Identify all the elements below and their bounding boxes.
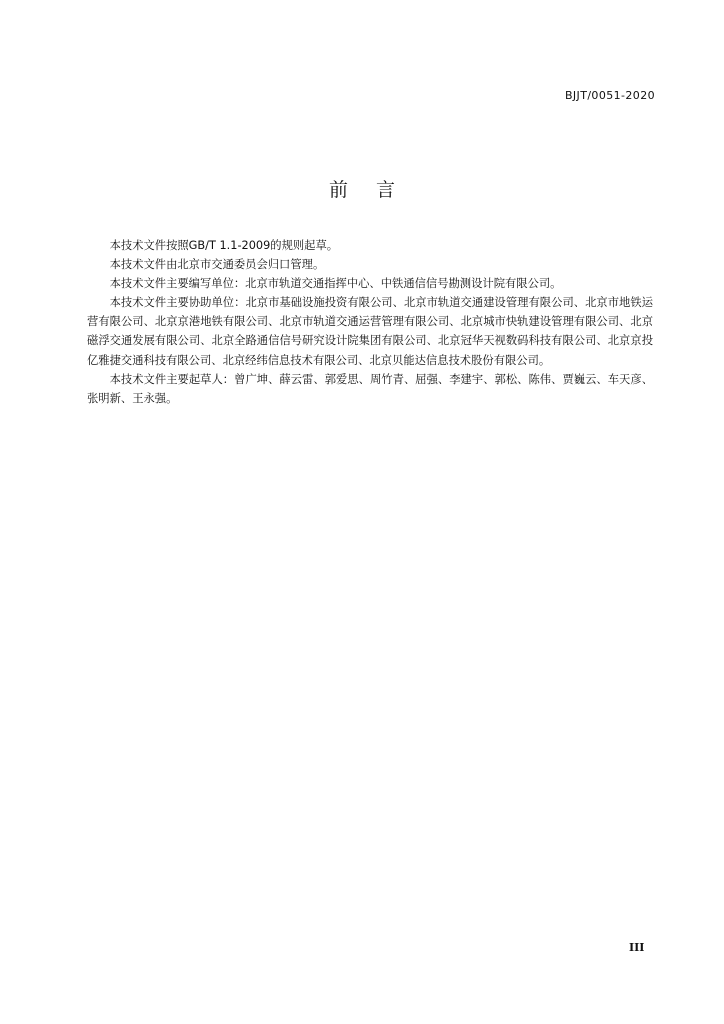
- paragraph-drafters: 本技术文件主要起草人：曾广坤、薛云雷、郭爱思、周竹青、屈强、李建宇、郭松、陈伟、贾巍云、车天彦、张明新、王永强。: [87, 372, 653, 405]
- page-number: III: [629, 941, 645, 954]
- page-title: [0, 175, 724, 202]
- paragraph-management: 本技术文件由北京市交通委员会归口管理。: [109, 258, 325, 272]
- page-title-char-1: 前: [328, 178, 348, 201]
- foreword-body: [87, 236, 653, 408]
- paragraph-drafting-rules: 本技术文件按照GB/T 1.1-2009的规则起草。: [109, 239, 339, 252]
- page-title-char-2: 言: [376, 178, 396, 201]
- paragraph-assisting-units: 本技术文件主要协助单位：北京市基础设施投资有限公司、北京市轨道交通建设管理有限公司、北京市地铁运营有限公司、北京京港地铁有限公司、北京市轨道交通运营管理有限公司、北京城市快轨建设管理有限公司、北京磁浮交通发展有限公司、北京全路通信信号研究设计院集团有限公司、北京冠华天视数码科技有限公司、北京京投亿雅捷交通科技有限公司、北京经纬信息技术有限公司、北京贝能达信息技术股份有限公司。: [87, 296, 653, 367]
- paragraph-main-authors-units: 本技术文件主要编写单位：北京市轨道交通指挥中心、中铁通信信号勘测设计院有限公司。: [109, 277, 562, 291]
- document-code: BJJT/0051-2020: [564, 89, 655, 102]
